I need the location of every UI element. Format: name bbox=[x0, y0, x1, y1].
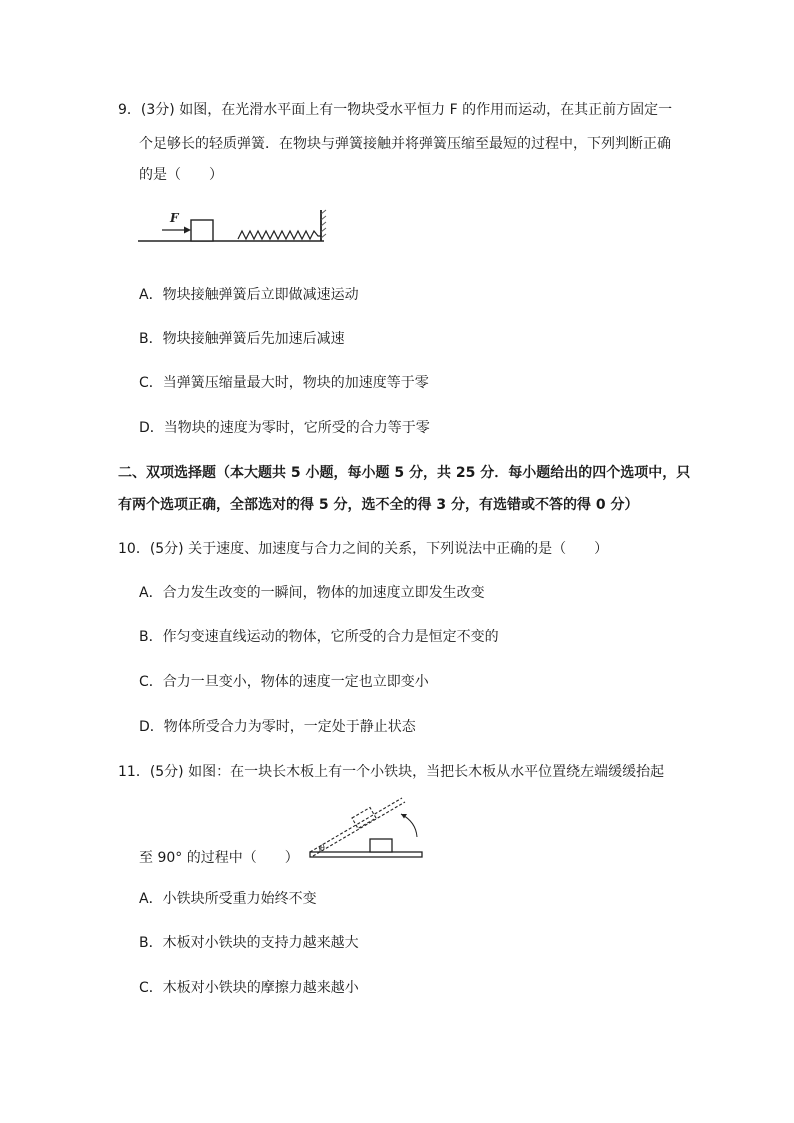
q9-stem-line-3: 的是（ ） bbox=[139, 167, 223, 183]
q9-spring bbox=[238, 231, 321, 239]
section-2-heading-line-1: 二、双项选择题（本大题共 5 小题，每小题 5 分，共 25 分．每小题给出的四个选项中，只 bbox=[118, 465, 691, 481]
q9-stem-line-1: 9．(3分) 如图，在光滑水平面上有一物块受水平恒力 F 的作用而运动，在其正前方固定一 bbox=[118, 102, 673, 118]
q9-option-d[interactable]: D．当物块的速度为零时，它所受的合力等于零 bbox=[139, 420, 430, 436]
section-2-heading-line-2: 有两个选项正确，全部选对的得 5 分，选不全的得 3 分，有选错或不答的得 0 分） bbox=[118, 497, 639, 513]
q11-stem-line-2: 至 90° 的过程中（ ） bbox=[139, 850, 299, 866]
q10-option-a[interactable]: A．合力发生改变的一瞬间，物体的加速度立即发生改变 bbox=[139, 585, 485, 601]
q10-option-c[interactable]: C．合力一旦变小，物体的速度一定也立即变小 bbox=[139, 674, 429, 690]
q9-block bbox=[191, 220, 213, 241]
q11-tilting-board-figure bbox=[296, 790, 436, 862]
q11-iron-block bbox=[370, 839, 392, 852]
q11-option-a[interactable]: A．小铁块所受重力始终不变 bbox=[139, 891, 317, 907]
q10-option-b[interactable]: B．作匀变速直线运动的物体，它所受的合力是恒定不变的 bbox=[139, 629, 499, 645]
q9-option-b[interactable]: B．物块接触弹簧后先加速后减速 bbox=[139, 331, 345, 347]
q9-force-label: F bbox=[170, 211, 179, 225]
q9-option-c[interactable]: C．当弹簧压缩量最大时，物块的加速度等于零 bbox=[139, 375, 429, 391]
q9-stem-line-2: 个足够长的轻质弹簧．在物块与弹簧接触并将弹簧压缩至最短的过程中，下列判断正确 bbox=[139, 136, 671, 152]
q11-option-c[interactable]: C．木板对小铁块的摩擦力越来越小 bbox=[139, 980, 359, 996]
q9-option-a[interactable]: A．物块接触弹簧后立即做减速运动 bbox=[139, 287, 359, 303]
q10-stem: 10．(5分) 关于速度、加速度与合力之间的关系，下列说法中正确的是（ ） bbox=[118, 541, 609, 557]
q10-option-d[interactable]: D．物体所受合力为零时，一定处于静止状态 bbox=[139, 719, 416, 735]
q11-board bbox=[310, 852, 422, 857]
q11-stem-line-1: 11．(5分) 如图：在一块长木板上有一个小铁块，当把长木板从水平位置绕左端缓缓抬起 bbox=[118, 764, 665, 780]
q9-spring-block-figure bbox=[138, 208, 328, 246]
q11-option-b[interactable]: B．木板对小铁块的支持力越来越大 bbox=[139, 935, 359, 951]
q11-angle-label: θ bbox=[320, 844, 325, 853]
